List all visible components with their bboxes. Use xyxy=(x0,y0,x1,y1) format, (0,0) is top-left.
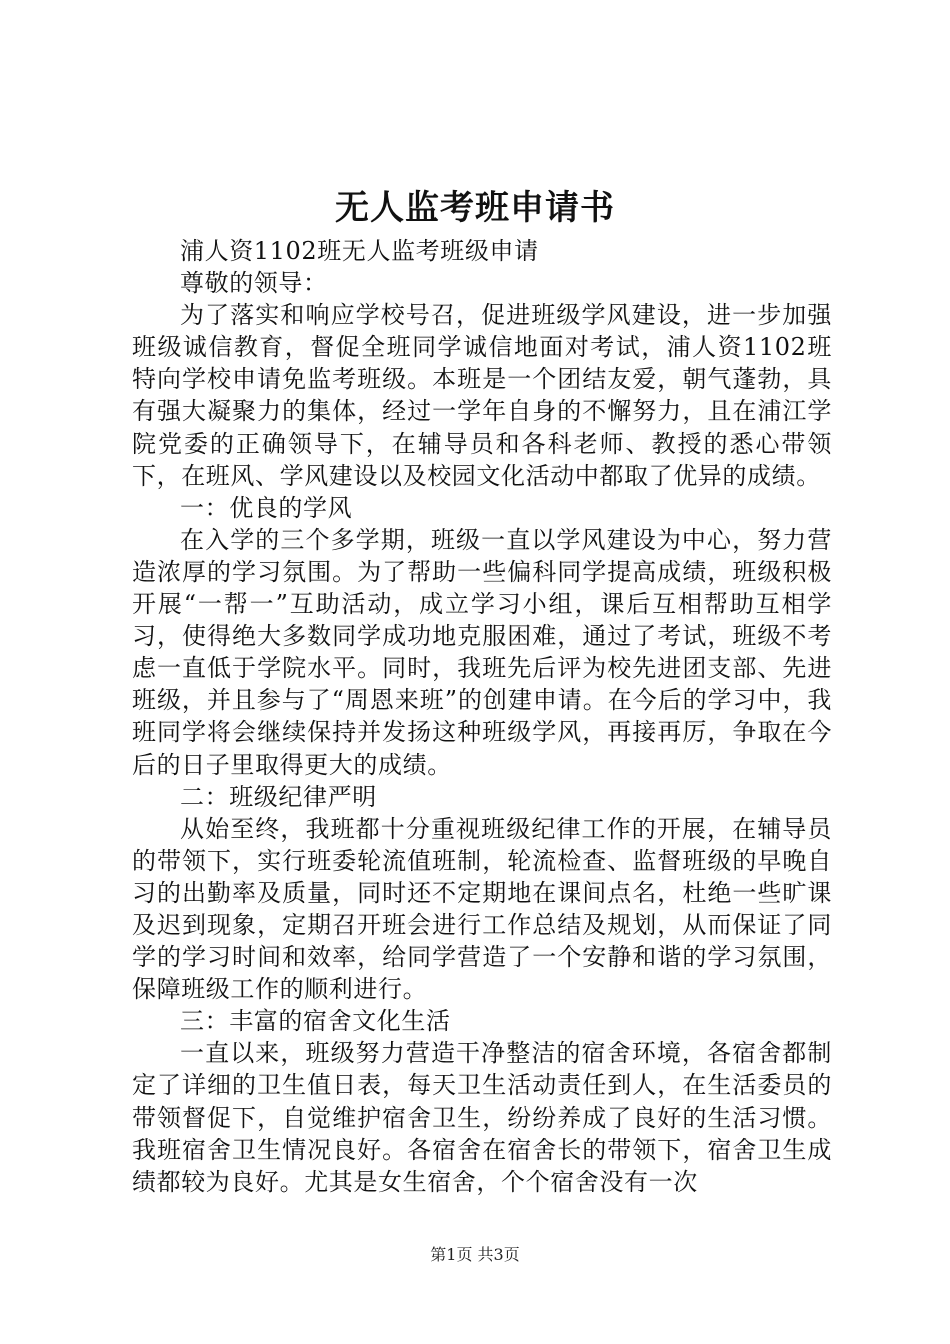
dorm-culture-paragraph: 一直以来，班级努力营造干净整洁的宿舍环境，各宿舍都制定了详细的卫生值日表，每天卫生活动责任到人，在生活委员的带领督促下，自觉维护宿舍卫生，纷纷养成了良好的生活习惯。我班宿舍卫生情况良好。各宿舍在宿舍长的带领下，宿舍卫生成绩都较为良好。尤其是女生宿舍，个个宿舍没有一次 xyxy=(132,1039,832,1196)
document-title: 无人监考班申请书 xyxy=(335,188,615,228)
section-heading-discipline: 二：班级纪律严明 xyxy=(180,782,377,811)
section-heading-dorm-culture: 三：丰富的宿舍文化生活 xyxy=(180,1007,451,1036)
section-heading-study-style: 一：优良的学风 xyxy=(180,493,353,522)
intro-paragraph: 为了落实和响应学校号召，促进班级学风建设，进一步加强班级诚信教育，督促全班同学诚信地面对考试，浦人资1102班特向学校申请免监考班级。本班是一个团结友爱，朝气蓬勃，具有强大凝聚力的集体，经过一学年自身的不懈努力，且在浦江学院党委的正确领导下，在辅导员和各科老师、教授的悉心带领下，在班风、学风建设以及校园文化活动中都取了优异的成绩。 xyxy=(132,301,832,490)
salutation: 尊敬的领导： xyxy=(180,269,328,298)
discipline-paragraph: 从始至终，我班都十分重视班级纪律工作的开展，在辅导员的带领下，实行班委轮流值班制，轮流检查、监督班级的早晚自习的出勤率及质量，同时还不定期地在课间点名，杜绝一些旷课及迟到现象，定期召开班会进行工作总结及规划，从而保证了同学的学习时间和效率，给同学营造了一个安静和谐的学习氛围，保障班级工作的顺利进行。 xyxy=(132,814,832,1004)
study-style-paragraph: 在入学的三个多学期，班级一直以学风建设为中心，努力营造浓厚的学习氛围。为了帮助一些偏科同学提高成绩，班级积极开展“一帮一”互助活动，成立学习小组，课后互相帮助互相学习，使得绝大多数同学成功地克服困难，通过了考试，班级不考虑一直低于学院水平。同时，我班先后评为校先进团支部、先进班级，并且参与了“周恩来班”的创建申请。在今后的学习中，我班同学将会继续保持并发扬这种班级学风，再接再厉，争取在今后的日子里取得更大的成绩。 xyxy=(132,525,832,779)
document-subject-line: 浦人资1102班无人监考班级申请 xyxy=(180,237,539,265)
page-number-footer: 第1页 共3页 xyxy=(430,1245,520,1264)
document-body xyxy=(132,235,832,1198)
